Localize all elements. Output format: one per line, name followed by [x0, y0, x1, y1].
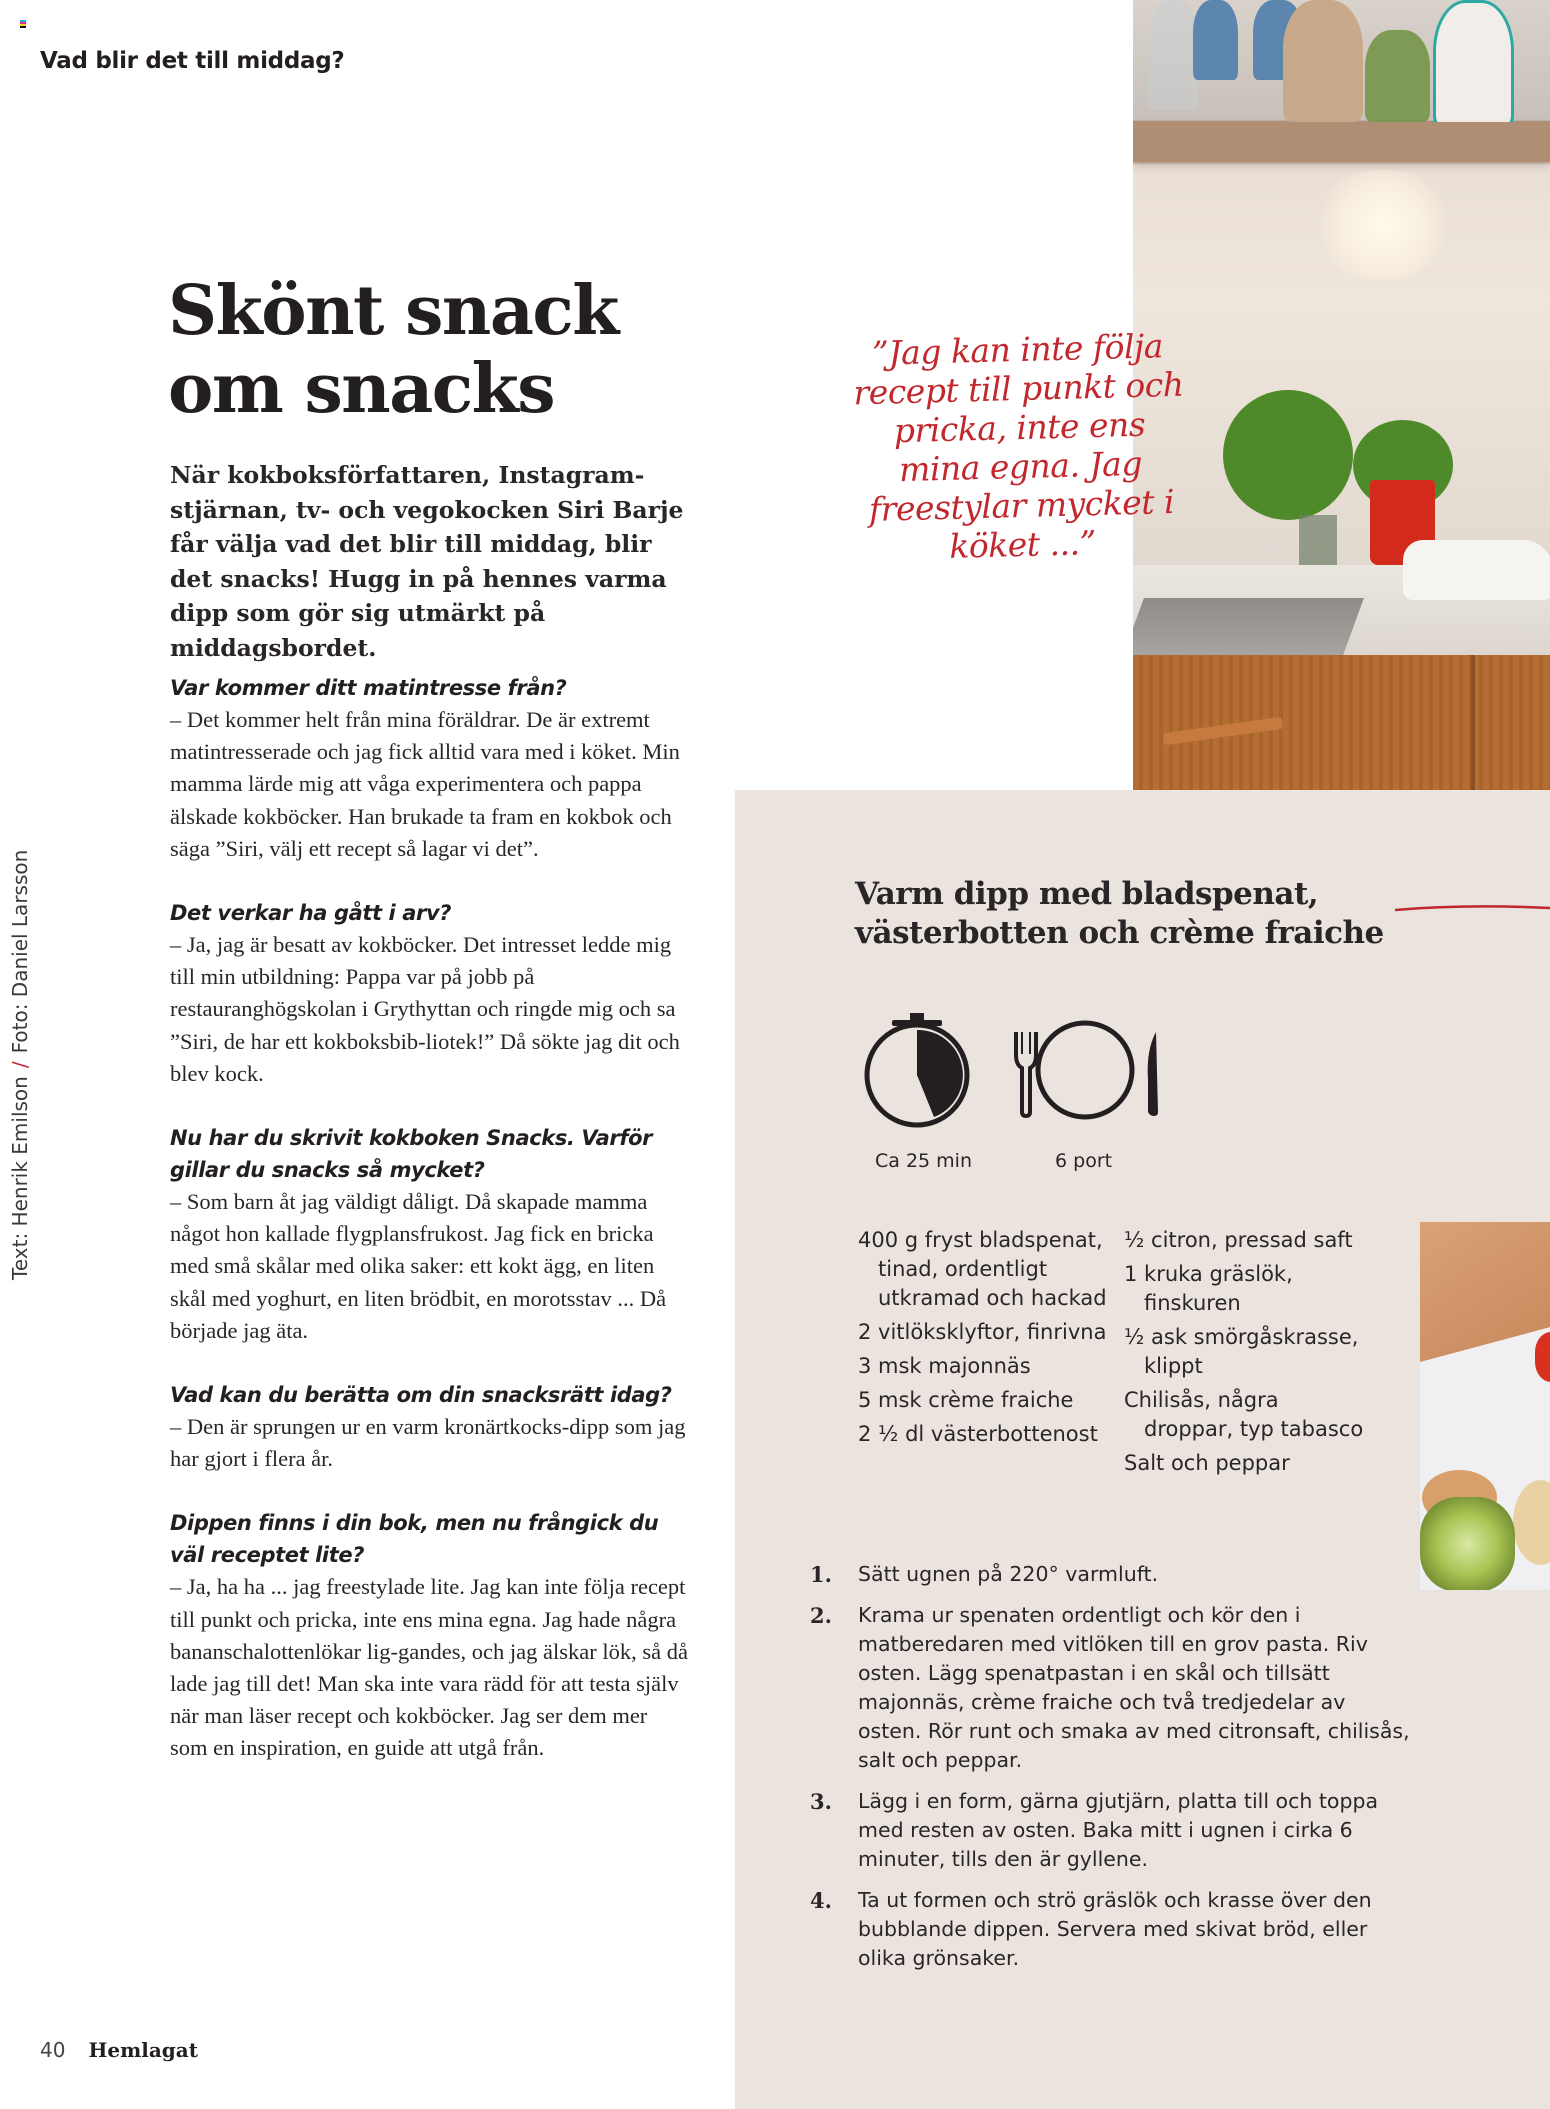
- qa-question: Var kommer ditt matintresse från?: [170, 676, 567, 700]
- stopwatch-icon: [860, 1010, 980, 1130]
- qa-answer: – Ja, jag är besatt av kokböcker. Det intresset ledde mig till min utbildning: Pappa var på jobb på restauranghögskolan i Grythyttan och ringde mig och sa ”Siri, de har ett kokboksbib-liotek!” Då sökte jag dit och blev kock.: [170, 932, 680, 1086]
- ingredient-item: 5 msk crème fraiche: [858, 1388, 1074, 1412]
- recipe-step: [810, 1787, 1410, 1874]
- byline-separator: /: [8, 1061, 32, 1069]
- ingredient-item: 2 ½ dl västerbottenost: [858, 1422, 1098, 1446]
- decorative-red-line: [1395, 902, 1550, 916]
- step-number: 3.: [810, 1789, 832, 1814]
- qa-item: [170, 672, 690, 865]
- byline: [8, 850, 32, 1280]
- page-number: 40: [40, 2038, 66, 2062]
- ingredient-item: ½ citron, pressad saft: [1124, 1228, 1353, 1252]
- recipe-title-line-1: Varm dipp med bladspenat,: [855, 876, 1319, 912]
- plate-cutlery-icon: [1010, 1010, 1170, 1130]
- ingredient-item: ½ ask smörgåskrasse, klippt: [1124, 1325, 1359, 1378]
- step-text: Krama ur spenaten ordentligt och kör den i matberedaren med vitlöken till en grov pasta. Riv osten. Lägg spenatpastan i en skål och tillsätt majonnäs, crème fraiche och två tredjedelar av osten. Rör runt och smaka av med citronsaft, chilisås, salt och peppar.: [858, 1603, 1410, 1772]
- ingredient-item: 1 kruka gräslök, finskuren: [1124, 1262, 1293, 1315]
- ingredients-right: [1124, 1226, 1374, 1483]
- print-color-bar: [20, 20, 26, 28]
- qa-answer: – Det kommer helt från mina föräldrar. De är extremt matintresserade och jag fick alltid vara med i köket. Min mamma lärde mig att våga experimentera och pappa älskade kokböcker. Han brukade ta fram en kokbok och säga ”Siri, välj ett recept så lagar vi det”.: [170, 707, 680, 861]
- headline-line-2: om snacks: [168, 349, 555, 429]
- headline-line-1: Skönt snack: [168, 271, 618, 351]
- step-number: 1.: [810, 1562, 832, 1587]
- interview-qa: [170, 672, 690, 1797]
- kitchen-photo: [1133, 0, 1550, 790]
- section-label: Vad blir det till middag?: [40, 48, 345, 74]
- servings-label: 6 port: [1055, 1150, 1113, 1172]
- qa-answer: – Som barn åt jag väldigt dåligt. Då skapade mamma något hon kallade flygplansfrukost. Jag fick en bricka med små skålar med olika saker: ett kokt ägg, en liten skål med yoghurt, en liten brödbit, en morotsstav ... Då började jag äta.: [170, 1189, 667, 1343]
- qa-item: [170, 897, 690, 1090]
- qa-item: [170, 1379, 690, 1475]
- qa-item: [170, 1507, 690, 1764]
- recipe-step: [810, 1601, 1410, 1775]
- recipe-step: [810, 1560, 1410, 1589]
- recipe-steps: [810, 1560, 1410, 1985]
- qa-answer: – Den är sprungen ur en varm kronärtkocks-dipp som jag har gjort i flera år.: [170, 1414, 686, 1472]
- ingredient-item: 400 g fryst bladspenat, tinad, ordentligt utkramad och hackad: [858, 1228, 1107, 1310]
- step-text: Ta ut formen och strö gräslök och krasse över den bubblande dippen. Servera med skivat bröd, eller olika grönsaker.: [858, 1888, 1372, 1970]
- recipe-title-line-2: västerbotten och crème fraiche: [855, 915, 1384, 951]
- article-headline: [168, 272, 728, 428]
- article-ingress: När kokboksförfattaren, Instagram-stjärnan, tv- och vegokocken Siri Barje får välja vad det blir till middag, blir det snacks! Hugg in på hennes varma dipp som gör sig utmärkt på middagsbordet.: [170, 461, 684, 662]
- step-number: 2.: [810, 1603, 832, 1628]
- text-credit: Text: Henrik Emilson: [8, 1076, 32, 1280]
- recipe-title: [855, 875, 1415, 953]
- photo-credit: Foto: Daniel Larsson: [8, 849, 32, 1054]
- qa-question: Dippen finns i din bok, men nu frångick du väl receptet lite?: [170, 1511, 659, 1568]
- qa-item: [170, 1122, 690, 1347]
- time-label: Ca 25 min: [875, 1150, 972, 1172]
- qa-question: Nu har du skrivit kokboken Snacks. Varför gillar du snacks så mycket?: [170, 1126, 653, 1183]
- ingredient-item: 3 msk majonnäs: [858, 1354, 1031, 1378]
- step-text: Lägg i en form, gärna gjutjärn, platta till och toppa med resten av osten. Baka mitt i ugnen i cirka 6 minuter, tills den är gyllene.: [858, 1789, 1379, 1871]
- step-number: 4.: [810, 1888, 832, 1913]
- step-text: Sätt ugnen på 220° varmluft.: [858, 1562, 1159, 1586]
- page-footer: [40, 2038, 198, 2063]
- qa-answer: – Ja, ha ha ... jag freestylade lite. Jag kan inte följa recept till punkt och pricka, inte ens mina egna. Jag hade några bananschalottenlökar lig-gandes, och jag älskar lök, så då lade jag till det! Man ska inte vara rädd för att testa själv när man läser recept och kokböcker. Jag ser dem mer som en inspiration, en guide att utgå från.: [170, 1574, 688, 1761]
- ingredient-item: Salt och peppar: [1124, 1451, 1290, 1475]
- ingredients-left: [858, 1226, 1118, 1454]
- qa-question: Det verkar ha gått i arv?: [170, 901, 452, 926]
- qa-question: Vad kan du berätta om din snacksrätt idag?: [170, 1383, 672, 1408]
- recipe-step: [810, 1886, 1410, 1973]
- pull-quote: ”Jag kan inte följa recept till punkt och pricka, inte ens mina egna. Jag freestylar mycket i köket ...”: [852, 326, 1184, 566]
- ingredient-item: Chilisås, några droppar, typ tabasco: [1124, 1388, 1364, 1441]
- magazine-name: Hemlagat: [88, 2038, 198, 2062]
- dip-photo: [1420, 1222, 1550, 1590]
- ingredient-item: 2 vitlöksklyftor, finrivna: [858, 1320, 1107, 1344]
